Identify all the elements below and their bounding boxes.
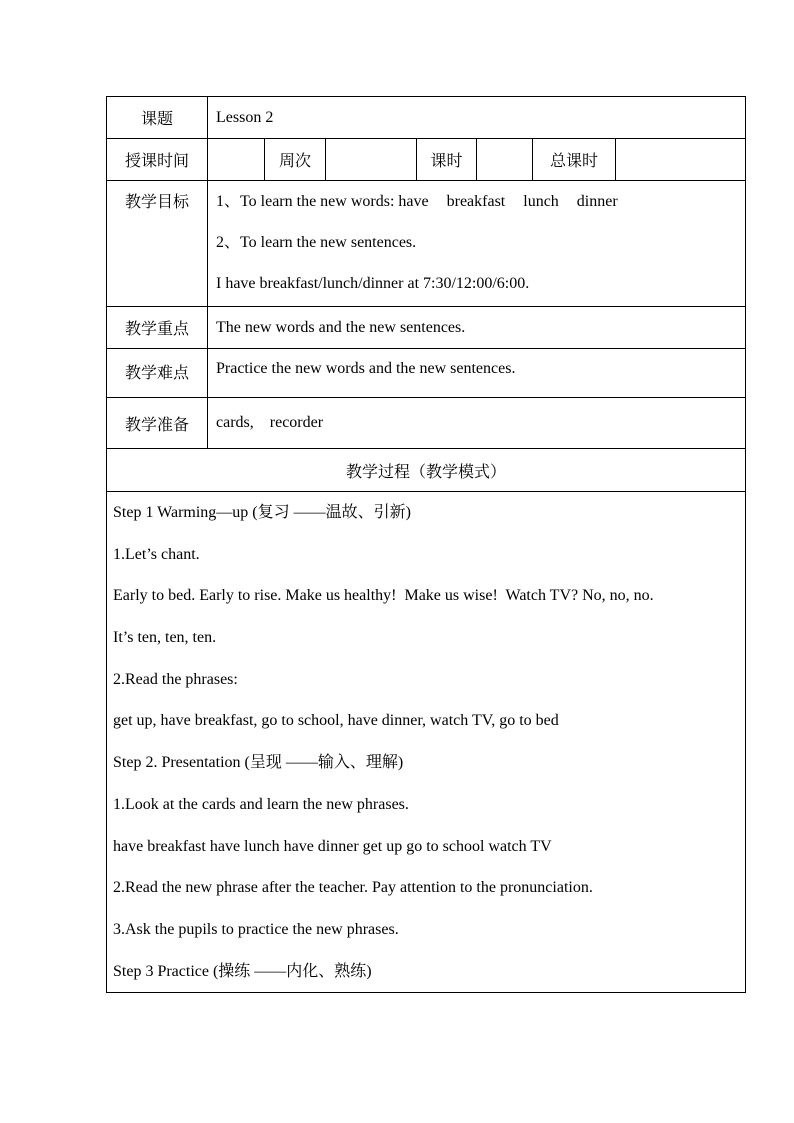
- process-line: 2.Read the new phrase after the teacher. Pay attention to the pronunciation.: [113, 879, 593, 897]
- process-line: 2.Read the phrases:: [113, 670, 238, 688]
- process-line: Early to bed. Early to rise. Make us healthy! Make us wise! Watch TV? No, no, no.: [113, 587, 654, 605]
- preparation-label: 教学准备: [107, 398, 208, 449]
- process-title: 教学过程（教学模式）: [107, 449, 746, 492]
- topic-label: 课题: [107, 97, 208, 139]
- goals-label: [107, 181, 208, 307]
- difficulties-value: Practice the new words and the new sentences.: [208, 349, 746, 398]
- process-line: have breakfast have lunch have dinner get up go to school watch TV: [113, 837, 552, 855]
- goal-line-1: [216, 181, 737, 222]
- goals-label-text: 教学目标: [124, 192, 189, 211]
- goal-word-lunch: lunch: [523, 193, 559, 210]
- key-points-row: [107, 307, 746, 349]
- schedule-row: [107, 139, 746, 181]
- process-line: get up, have breakfast, go to school, have dinner, watch TV, go to bed: [113, 712, 559, 730]
- goal-line-3: I have breakfast/lunch/dinner at 7:30/12:00/6:00.: [216, 275, 530, 292]
- preparation-value: cards, recorder: [208, 398, 746, 449]
- preparation-row: [107, 398, 746, 449]
- goal-word-dinner: dinner: [576, 193, 618, 210]
- process-line: Step 1 Warming—up (复习 ——温故、引新): [113, 504, 411, 521]
- topic-row: [107, 97, 746, 139]
- difficulties-row: [107, 349, 746, 398]
- total-value: [616, 139, 746, 181]
- process-line: 1.Look at the cards and learn the new phrases.: [113, 795, 409, 813]
- period-label: 课时: [417, 139, 477, 181]
- key-points-value: The new words and the new sentences.: [208, 307, 746, 349]
- time-label: 授课时间: [107, 139, 208, 181]
- goal-line-2: 2、To learn the new sentences.: [216, 234, 417, 251]
- period-value: [477, 139, 533, 181]
- topic-value: Lesson 2: [208, 97, 746, 139]
- goals-row: [107, 181, 746, 307]
- process-line: It’s ten, ten, ten.: [113, 629, 217, 647]
- process-title-row: [107, 449, 746, 492]
- process-row: [107, 492, 746, 993]
- difficulties-label: 教学难点: [107, 349, 208, 398]
- week-value: [326, 139, 417, 181]
- goals-content: [208, 181, 746, 307]
- process-line: Step 2. Presentation (呈现 ——输入、理解): [113, 754, 404, 772]
- total-label: 总课时: [533, 139, 616, 181]
- time-value: [208, 139, 265, 181]
- lesson-plan-sheet: [106, 96, 745, 993]
- process-line: Step 3 Practice (操练 ——内化、熟练): [113, 962, 372, 980]
- lesson-plan-table: [106, 96, 746, 993]
- week-label: 周次: [265, 139, 326, 181]
- process-line: 1.Let’s chant.: [113, 545, 200, 563]
- process-content: [107, 492, 746, 993]
- key-points-label: 教学重点: [107, 307, 208, 349]
- goal-line-1-prefix: 1、To learn the new words: have: [216, 193, 429, 210]
- goal-word-breakfast: breakfast: [446, 193, 506, 210]
- process-line: 3.Ask the pupils to practice the new phrases.: [113, 920, 399, 938]
